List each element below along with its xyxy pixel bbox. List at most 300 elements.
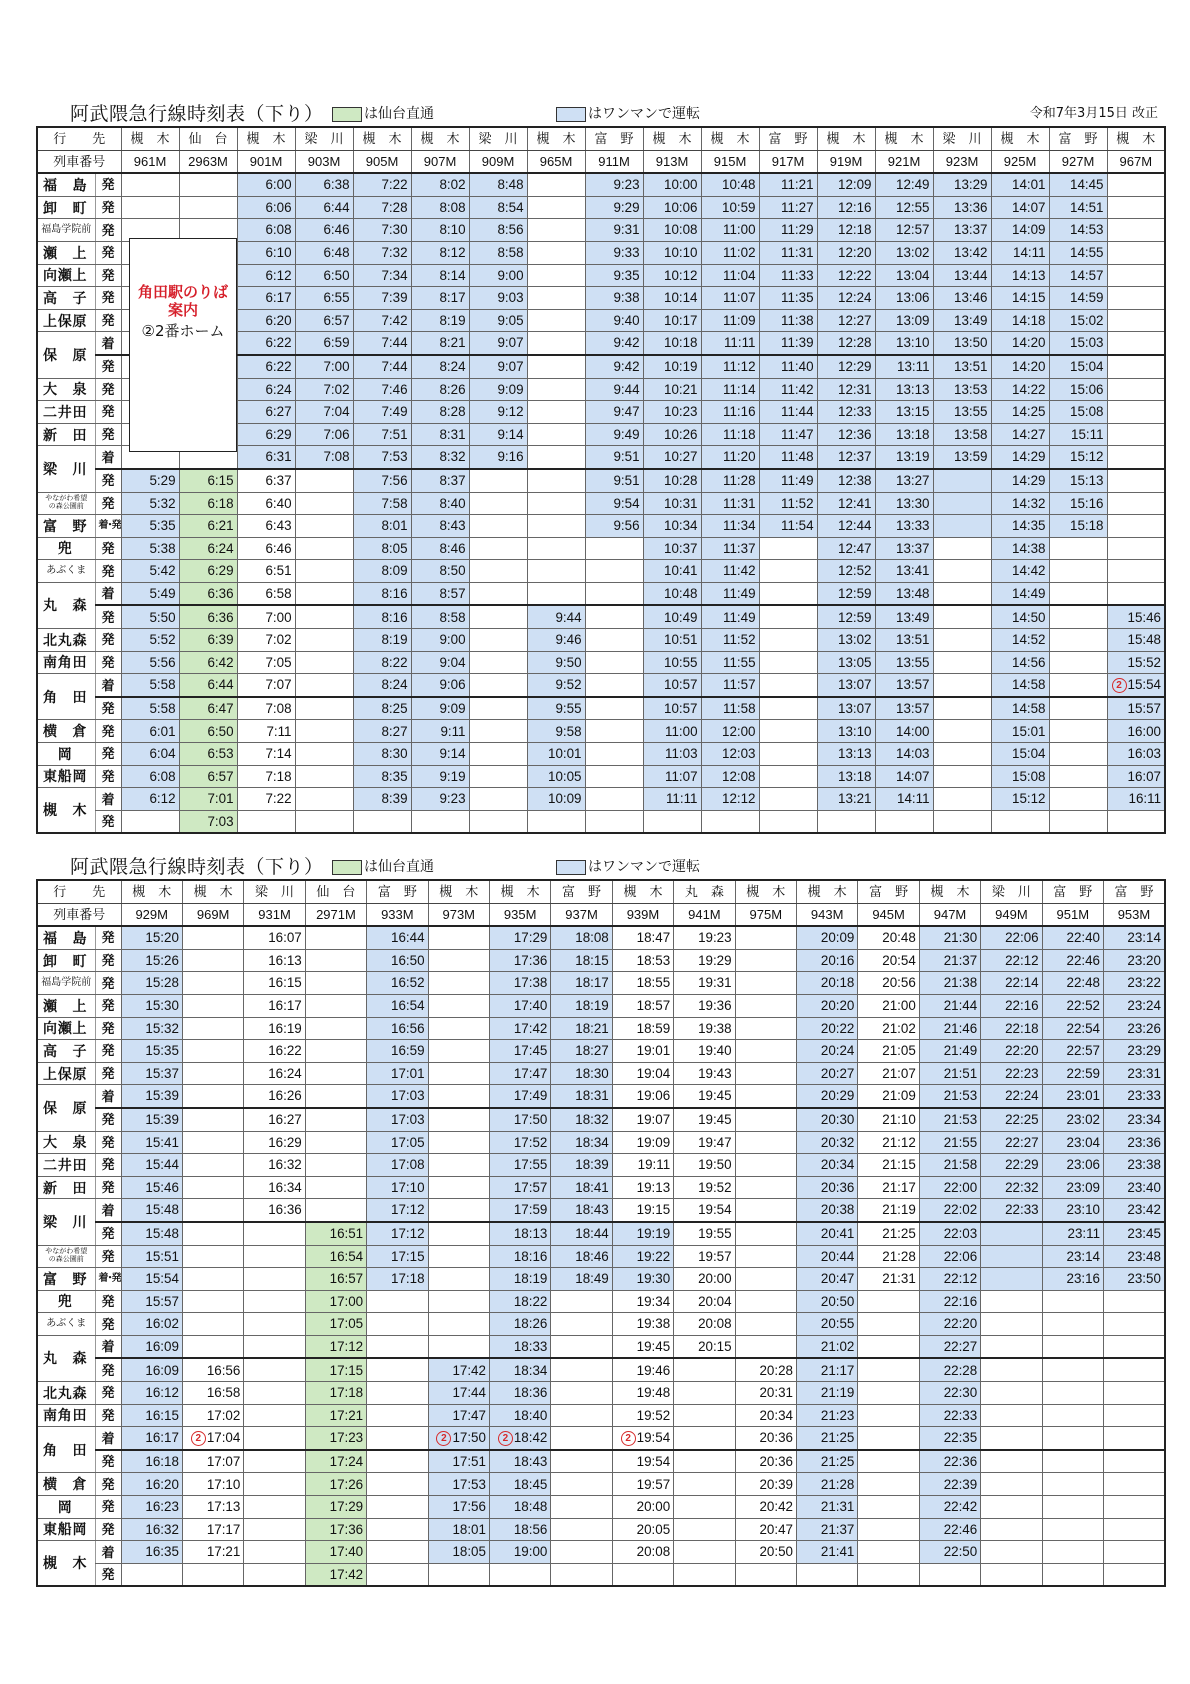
time-cell: 5:35 <box>121 515 179 538</box>
time-cell: 16:12 <box>121 1382 182 1405</box>
timetable-table <box>36 126 1166 834</box>
time-cell <box>182 1335 243 1358</box>
arrive-depart-mark: 発 <box>95 196 121 219</box>
arrive-depart-mark: 発 <box>95 1017 121 1040</box>
arrive-depart-mark: 発 <box>95 560 121 583</box>
time-cell: 17:56 <box>428 1496 489 1519</box>
platform-info-text: ②2番ホーム <box>141 322 225 340</box>
arrive-depart-mark: 着 <box>95 1199 121 1222</box>
time-cell <box>585 605 643 628</box>
destination-cell: 富 野 <box>1104 880 1165 903</box>
time-cell <box>182 1131 243 1154</box>
time-cell: 14:56 <box>991 651 1049 674</box>
timetable-row <box>37 1404 1165 1427</box>
time-cell <box>1042 1427 1103 1450</box>
time-cell: 13:41 <box>875 560 933 583</box>
time-cell: 16:19 <box>244 1017 305 1040</box>
time-cell <box>551 1290 612 1313</box>
time-cell: 20:48 <box>858 926 919 949</box>
time-cell: 10:06 <box>643 196 701 219</box>
time-cell: 17:13 <box>182 1496 243 1519</box>
time-cell <box>981 1518 1042 1541</box>
timetable-row <box>37 1563 1165 1586</box>
time-cell <box>305 1085 366 1108</box>
time-cell: 18:46 <box>551 1245 612 1268</box>
timetable-header <box>36 102 1164 126</box>
time-cell <box>305 1199 366 1222</box>
time-cell: 21:41 <box>796 1541 857 1564</box>
timetable-row <box>37 1017 1165 1040</box>
time-cell <box>1107 264 1165 287</box>
time-cell: 19:57 <box>612 1473 673 1496</box>
time-cell: 8:37 <box>411 469 469 492</box>
station-name: 大 泉 <box>37 1131 95 1154</box>
time-cell <box>1049 674 1107 697</box>
time-cell: 14:01 <box>991 173 1049 196</box>
time-cell <box>295 560 353 583</box>
time-cell: 15:20 <box>121 926 182 949</box>
time-cell: 15:18 <box>1049 515 1107 538</box>
legend-blue-swatch <box>556 860 586 875</box>
time-cell <box>933 651 991 674</box>
arrive-depart-mark: 発 <box>95 264 121 287</box>
time-cell <box>1104 1473 1165 1496</box>
time-cell: 8:22 <box>353 651 411 674</box>
timetable-row <box>37 651 1165 674</box>
train-number-cell: 909M <box>469 150 527 173</box>
time-cell: 17:03 <box>367 1085 428 1108</box>
time-cell <box>643 810 701 833</box>
time-cell: 17:17 <box>182 1518 243 1541</box>
platform-2-mark: 2 <box>1112 678 1127 693</box>
arrive-depart-mark: 発 <box>95 1108 121 1131</box>
time-cell: 15:02 <box>1049 309 1107 332</box>
time-cell <box>1107 173 1165 196</box>
time-cell: 7:46 <box>353 378 411 401</box>
timetable-row <box>37 469 1165 492</box>
station-name: 梁 川 <box>37 446 95 492</box>
time-cell <box>1107 287 1165 310</box>
time-cell: 18:34 <box>489 1358 550 1381</box>
time-cell <box>1042 1290 1103 1313</box>
time-cell: 16:24 <box>244 1062 305 1085</box>
time-cell: 16:54 <box>305 1245 366 1268</box>
timetable-row <box>37 515 1165 538</box>
time-cell: 8:58 <box>411 605 469 628</box>
time-cell <box>933 697 991 720</box>
time-cell <box>244 1313 305 1336</box>
time-cell <box>295 720 353 743</box>
time-cell: 14:35 <box>991 515 1049 538</box>
time-cell: 9:47 <box>585 401 643 424</box>
time-cell: 17:12 <box>305 1335 366 1358</box>
time-cell <box>237 810 295 833</box>
time-cell: 22:03 <box>919 1222 980 1245</box>
time-cell: 16:57 <box>305 1268 366 1291</box>
time-cell <box>353 810 411 833</box>
time-cell: 17:51 <box>428 1450 489 1473</box>
time-cell: 11:00 <box>701 219 759 242</box>
time-cell: 14:13 <box>991 264 1049 287</box>
time-cell: 7:49 <box>353 401 411 424</box>
time-cell: 18:27 <box>551 1040 612 1063</box>
time-cell <box>305 1062 366 1085</box>
time-cell: 21:19 <box>796 1382 857 1405</box>
time-cell: 6:44 <box>295 196 353 219</box>
arrive-depart-mark: 発 <box>95 743 121 766</box>
time-cell <box>1042 1473 1103 1496</box>
time-cell: 17:42 <box>305 1563 366 1586</box>
time-cell: 9:07 <box>469 332 527 355</box>
time-cell: 21:37 <box>796 1518 857 1541</box>
time-cell <box>244 1563 305 1586</box>
time-cell: 12:03 <box>701 743 759 766</box>
time-cell: 12:29 <box>817 355 875 378</box>
time-cell: 21:17 <box>858 1176 919 1199</box>
time-cell: 17:40 <box>305 1541 366 1564</box>
time-cell <box>428 1017 489 1040</box>
time-cell: 21:31 <box>796 1496 857 1519</box>
station-name: 東船岡 <box>37 1518 95 1541</box>
time-cell: 5:58 <box>121 674 179 697</box>
time-cell: 12:41 <box>817 492 875 515</box>
timetable-row <box>37 743 1165 766</box>
time-cell: 9:58 <box>527 720 585 743</box>
time-cell: 6:06 <box>237 196 295 219</box>
time-cell: 12:20 <box>817 241 875 264</box>
time-cell: 21:05 <box>858 1040 919 1063</box>
time-cell <box>585 743 643 766</box>
time-cell: 11:29 <box>759 219 817 242</box>
time-cell: 13:02 <box>817 629 875 652</box>
time-cell <box>295 605 353 628</box>
time-cell <box>759 560 817 583</box>
time-value: 17:50 <box>452 1429 486 1445</box>
time-cell: 11:34 <box>701 515 759 538</box>
time-cell: 6:08 <box>237 219 295 242</box>
station-name: 二井田 <box>37 1154 95 1177</box>
time-cell <box>527 173 585 196</box>
time-cell: 21:31 <box>858 1268 919 1291</box>
time-cell: 11:18 <box>701 423 759 446</box>
time-cell <box>1049 810 1107 833</box>
time-cell: 6:57 <box>179 765 237 788</box>
destination-cell: 梁 川 <box>295 127 353 150</box>
time-cell: 10:14 <box>643 287 701 310</box>
time-cell: 8:39 <box>353 788 411 811</box>
time-cell: 18:45 <box>489 1473 550 1496</box>
time-cell: 20:55 <box>796 1313 857 1336</box>
time-cell <box>735 949 796 972</box>
time-cell: 23:42 <box>1104 1199 1165 1222</box>
destination-cell: 富 野 <box>551 880 612 903</box>
time-cell <box>527 423 585 446</box>
time-cell <box>527 287 585 310</box>
time-cell: 8:24 <box>353 674 411 697</box>
time-cell: 17:50 <box>489 1108 550 1131</box>
time-cell: 7:08 <box>237 697 295 720</box>
time-cell: 22:12 <box>981 949 1042 972</box>
time-cell: 19:45 <box>674 1108 735 1131</box>
time-cell: 17:38 <box>489 972 550 995</box>
time-cell: 17:12 <box>367 1222 428 1245</box>
time-cell: 11:40 <box>759 355 817 378</box>
time-cell: 20:28 <box>735 1358 796 1381</box>
time-cell: 15:08 <box>1049 401 1107 424</box>
destination-cell: 梁 川 <box>981 880 1042 903</box>
time-cell: 6:37 <box>237 469 295 492</box>
time-cell <box>981 1404 1042 1427</box>
time-cell: 20:00 <box>612 1496 673 1519</box>
time-cell: 8:16 <box>353 605 411 628</box>
time-cell <box>469 515 527 538</box>
time-cell <box>1049 788 1107 811</box>
time-cell <box>933 629 991 652</box>
station-name: 卸 町 <box>37 949 95 972</box>
time-cell: 9:50 <box>527 651 585 674</box>
time-cell <box>428 1290 489 1313</box>
time-cell: 11:28 <box>701 469 759 492</box>
timetable-row <box>37 1313 1165 1336</box>
time-cell: 22:54 <box>1042 1017 1103 1040</box>
time-cell <box>367 1382 428 1405</box>
station-name: 保 原 <box>37 332 95 378</box>
time-cell <box>1104 1563 1165 1586</box>
station-name: 向瀬上 <box>37 264 95 287</box>
time-cell <box>735 1040 796 1063</box>
time-cell: 11:14 <box>701 378 759 401</box>
time-cell: 9:09 <box>469 378 527 401</box>
time-cell: 13:13 <box>875 378 933 401</box>
time-cell: 8:09 <box>353 560 411 583</box>
time-cell: 7:00 <box>295 355 353 378</box>
time-cell: 15:37 <box>121 1062 182 1085</box>
time-cell <box>295 788 353 811</box>
time-cell: 16:00 <box>1107 720 1165 743</box>
destination-cell: 仙 台 <box>305 880 366 903</box>
time-cell <box>585 560 643 583</box>
time-cell: 15:57 <box>1107 697 1165 720</box>
time-cell: 13:02 <box>875 241 933 264</box>
time-cell <box>182 1427 243 1450</box>
time-cell: 20:36 <box>735 1427 796 1450</box>
time-cell: 20:00 <box>674 1268 735 1291</box>
time-cell: 22:06 <box>981 926 1042 949</box>
time-cell: 18:19 <box>551 994 612 1017</box>
time-cell: 13:51 <box>875 629 933 652</box>
train-number-header: 列車番号 <box>37 150 121 173</box>
timetable-row <box>37 196 1165 219</box>
timetable-row <box>37 674 1165 697</box>
time-cell: 8:28 <box>411 401 469 424</box>
time-cell: 17:15 <box>305 1358 366 1381</box>
time-cell: 12:37 <box>817 446 875 469</box>
time-cell <box>305 1131 366 1154</box>
train-number-cell: 945M <box>858 903 919 926</box>
time-cell: 21:02 <box>858 1017 919 1040</box>
time-cell: 21:23 <box>796 1404 857 1427</box>
time-cell: 6:22 <box>237 332 295 355</box>
time-cell: 19:36 <box>674 994 735 1017</box>
time-cell: 22:27 <box>981 1131 1042 1154</box>
time-cell: 12:47 <box>817 537 875 560</box>
time-cell <box>735 1313 796 1336</box>
time-cell <box>305 1108 366 1131</box>
time-cell: 20:34 <box>735 1404 796 1427</box>
time-cell: 21:51 <box>919 1062 980 1085</box>
time-cell: 14:53 <box>1049 219 1107 242</box>
time-value: 15:54 <box>1127 676 1162 692</box>
time-cell: 15:04 <box>1049 355 1107 378</box>
time-cell: 15:13 <box>1049 469 1107 492</box>
time-cell: 23:38 <box>1104 1154 1165 1177</box>
timetable-row <box>37 994 1165 1017</box>
time-cell: 10:19 <box>643 355 701 378</box>
timetable-block-1 <box>36 102 1164 834</box>
time-cell <box>295 469 353 492</box>
time-cell: 7:22 <box>353 173 411 196</box>
time-cell <box>759 605 817 628</box>
time-cell <box>527 492 585 515</box>
time-cell: 23:01 <box>1042 1085 1103 1108</box>
time-cell: 17:59 <box>489 1199 550 1222</box>
time-cell: 9:31 <box>585 219 643 242</box>
station-name: 南角田 <box>37 1404 95 1427</box>
time-cell <box>527 196 585 219</box>
time-cell: 15:48 <box>1107 629 1165 652</box>
time-cell: 8:43 <box>411 515 469 538</box>
time-cell: 13:10 <box>817 720 875 743</box>
time-cell <box>981 1268 1042 1291</box>
time-cell: 9:19 <box>411 765 469 788</box>
time-cell <box>367 1290 428 1313</box>
time-cell: 13:55 <box>875 651 933 674</box>
timetable-row <box>37 1108 1165 1131</box>
time-cell: 16:59 <box>367 1040 428 1063</box>
time-cell: 16:52 <box>367 972 428 995</box>
time-cell: 10:28 <box>643 469 701 492</box>
time-cell: 12:31 <box>817 378 875 401</box>
time-cell: 6:12 <box>237 264 295 287</box>
time-cell: 12:57 <box>875 219 933 242</box>
time-cell <box>674 1382 735 1405</box>
time-cell <box>1107 537 1165 560</box>
destination-cell: 槻 木 <box>121 880 182 903</box>
station-name: 上保原 <box>37 1062 95 1085</box>
time-cell <box>182 1176 243 1199</box>
time-cell: 15:30 <box>121 994 182 1017</box>
time-cell: 14:58 <box>991 674 1049 697</box>
time-cell: 20:18 <box>796 972 857 995</box>
time-cell <box>585 651 643 674</box>
time-cell: 7:06 <box>295 423 353 446</box>
time-cell: 11:31 <box>701 492 759 515</box>
time-cell: 12:00 <box>701 720 759 743</box>
time-cell <box>858 1358 919 1381</box>
arrive-depart-mark: 発 <box>95 810 121 833</box>
time-cell <box>182 949 243 972</box>
time-cell: 12:16 <box>817 196 875 219</box>
time-cell <box>182 1154 243 1177</box>
time-cell: 11:49 <box>759 469 817 492</box>
time-cell: 16:54 <box>367 994 428 1017</box>
time-cell: 17:40 <box>489 994 550 1017</box>
platform-2-mark: 2 <box>191 1431 206 1446</box>
time-cell: 15:16 <box>1049 492 1107 515</box>
time-cell: 8:50 <box>411 560 469 583</box>
timetable-row <box>37 697 1165 720</box>
train-number-cell: 975M <box>735 903 796 926</box>
time-cell: 17:08 <box>367 1154 428 1177</box>
time-cell: 19:22 <box>612 1245 673 1268</box>
time-cell <box>428 1176 489 1199</box>
time-cell: 23:31 <box>1104 1062 1165 1085</box>
time-cell: 9:03 <box>469 287 527 310</box>
time-cell: 18:36 <box>489 1382 550 1405</box>
arrive-depart-mark: 着 <box>95 332 121 355</box>
time-cell <box>367 1358 428 1381</box>
time-cell <box>585 810 643 833</box>
time-cell: 19:55 <box>674 1222 735 1245</box>
time-cell <box>1049 651 1107 674</box>
time-cell: 22:18 <box>981 1017 1042 1040</box>
time-cell: 10:27 <box>643 446 701 469</box>
time-cell: 16:50 <box>367 949 428 972</box>
timetable-row <box>37 492 1165 515</box>
time-cell <box>759 651 817 674</box>
time-cell <box>367 1313 428 1336</box>
time-cell <box>182 972 243 995</box>
time-cell <box>1107 446 1165 469</box>
time-cell <box>551 1496 612 1519</box>
time-cell: 22:40 <box>1042 926 1103 949</box>
arrive-depart-mark: 着 <box>95 788 121 811</box>
time-cell: 19:52 <box>612 1404 673 1427</box>
time-cell <box>469 537 527 560</box>
time-cell: 19:09 <box>612 1131 673 1154</box>
time-cell <box>244 1382 305 1405</box>
time-cell: 13:13 <box>817 743 875 766</box>
time-cell <box>858 1382 919 1405</box>
time-cell <box>182 1245 243 1268</box>
arrive-depart-mark: 発 <box>95 1176 121 1199</box>
time-cell: 15:06 <box>1049 378 1107 401</box>
time-cell <box>858 1313 919 1336</box>
time-cell: 13:07 <box>817 697 875 720</box>
timetable-row <box>37 1335 1165 1358</box>
time-cell <box>428 1313 489 1336</box>
revision-date: 令和7年3月15日 改正 <box>1029 106 1158 121</box>
time-cell <box>858 1563 919 1586</box>
time-cell: 17:24 <box>305 1450 366 1473</box>
time-cell: 23:14 <box>1042 1245 1103 1268</box>
time-cell <box>367 1496 428 1519</box>
timetable-table <box>36 879 1166 1587</box>
time-cell: 13:48 <box>875 582 933 605</box>
time-cell <box>735 1335 796 1358</box>
time-cell: 21:38 <box>919 972 980 995</box>
time-cell: 9:23 <box>585 173 643 196</box>
time-cell <box>1042 1404 1103 1427</box>
station-name: 丸 森 <box>37 1335 95 1381</box>
time-cell: 13:42 <box>933 241 991 264</box>
time-cell <box>1107 196 1165 219</box>
arrive-depart-mark: 発 <box>95 241 121 264</box>
time-cell: 19:07 <box>612 1108 673 1131</box>
station-name: 槻 木 <box>37 1541 95 1587</box>
time-cell: 17:07 <box>182 1450 243 1473</box>
time-cell: 19:31 <box>674 972 735 995</box>
